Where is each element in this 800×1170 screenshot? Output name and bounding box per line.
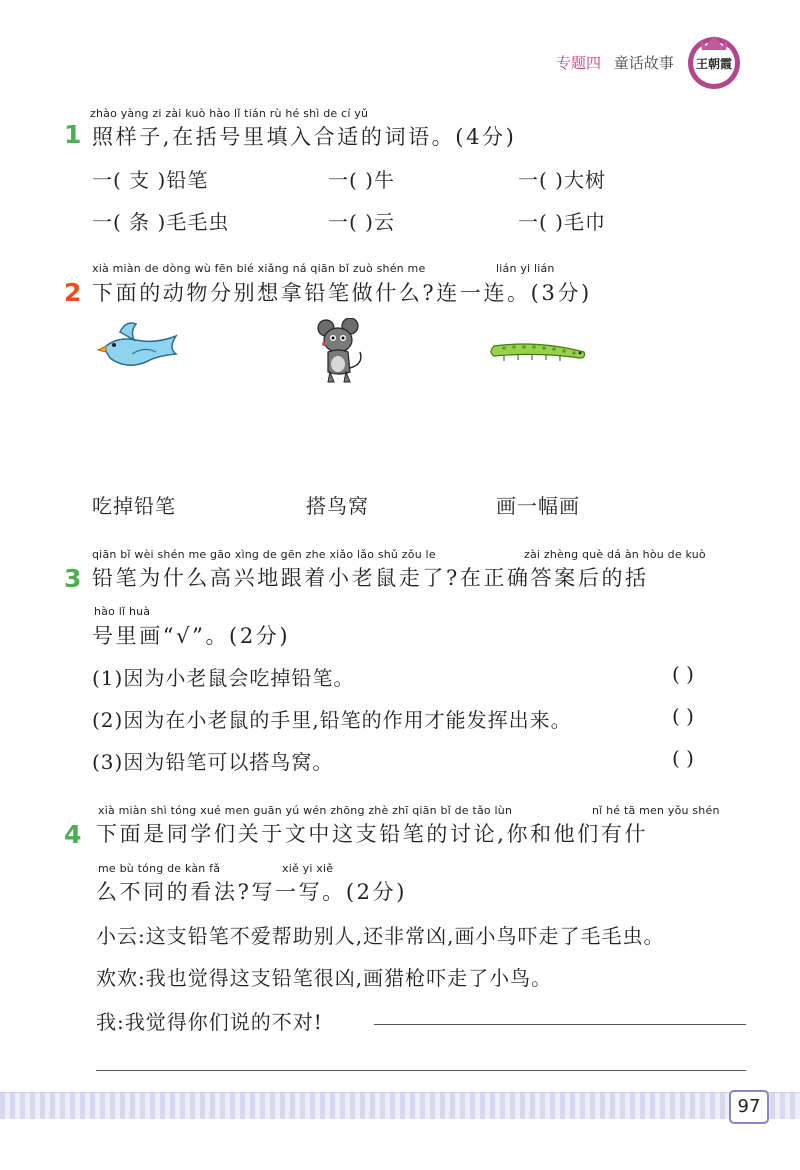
q4-pinyin-b: nǐ hé tā men yǒu shén [592,804,720,817]
q2-pinyin-a: xià miàn de dòng wù fēn bié xiǎng ná qiān bǐ zuò shén me [92,262,426,275]
q3-pinyin-b: zài zhèng què dá àn hòu de kuò [524,548,706,561]
q1-row2-item2: 一( )云 [328,210,395,234]
q4-pinyin-c: me bù tóng de kàn fǎ [98,862,221,875]
q3-pinyin-c: hào lǐ huà [94,605,151,618]
page-number: 97 [729,1090,769,1124]
q4-pinyin-a: xià miàn shì tóng xué men guān yú wén zhōng zhè zhī qiān bǐ de tǎo lùn [98,804,513,817]
q2-option-2: 搭鸟窝 [306,494,369,518]
bird-icon [96,318,182,374]
q3-answer-1[interactable]: ( ) [672,662,694,686]
question-4-number: 4 [64,820,82,849]
q4-pinyin-d: xiě yi xiě [282,862,334,875]
q2-stem: 下面的动物分别想拿铅笔做什么?连一连。(3分) [92,281,592,305]
q1-pinyin: zhào yàng zi zài kuò hào lǐ tián rù hé shì de cí yǔ [90,107,369,120]
q3-option-2: (2)因为在小老鼠的手里,铅笔的作用才能发挥出来。 [92,708,572,732]
topic-label: 专题四 [556,54,602,72]
mouse-icon [312,318,368,386]
topic-title: 童话故事 [613,54,674,72]
answer-line-1[interactable] [374,1024,746,1025]
q1-row1-item3: 一( )大树 [518,168,606,192]
answer-line-2[interactable] [96,1070,746,1071]
q3-answer-3[interactable]: ( ) [672,746,694,770]
question-3-number: 3 [64,564,82,593]
q3-option-1: (1)因为小老鼠会吃掉铅笔。 [92,666,355,690]
publisher-logo [686,30,742,92]
q1-stem: 照样子,在括号里填入合适的词语。(4分) [92,125,517,149]
q1-row1-item1: 一( 支 )铅笔 [92,168,209,192]
q4-stem-line2: 么不同的看法?写一写。(2分) [96,880,408,904]
q1-row2-item1: 一( 条 )毛毛虫 [92,210,230,234]
header-topic [556,52,674,73]
question-2-number: 2 [64,278,82,307]
q1-row1-item2: 一( )牛 [328,168,395,192]
q1-row2-item3: 一( )毛巾 [518,210,606,234]
q3-option-3: (3)因为铅笔可以搭鸟窝。 [92,750,334,774]
q2-pinyin-b: lián yi lián [496,262,555,275]
question-1-number: 1 [64,120,82,149]
q3-answer-2[interactable]: ( ) [672,704,694,728]
q2-option-3: 画一幅画 [496,494,580,518]
q3-stem-line1: 铅笔为什么高兴地跟着小老鼠走了?在正确答案后的括 [92,566,649,590]
q4-stem-line1: 下面是同学们关于文中这支铅笔的讨论,你和他们有什 [96,822,649,846]
q4-line-huanhuan: 欢欢:我也觉得这支铅笔很凶,画猎枪吓走了小鸟。 [96,966,553,990]
q3-pinyin-a: qiān bǐ wèi shén me gāo xìng de gēn zhe xiǎo lǎo shǔ zǒu le [92,548,436,561]
q3-stem-line2: 号里画“√”。(2分) [92,624,291,648]
q2-option-1: 吃掉铅笔 [92,494,176,518]
svg-text:王朝霞: 王朝霞 [695,57,733,71]
q4-line-xiaoyun: 小云:这支铅笔不爱帮助别人,还非常凶,画小鸟吓走了毛毛虫。 [96,924,665,948]
footer-band [0,1092,800,1119]
caterpillar-icon [488,334,590,364]
q4-line-me: 我:我觉得你们说的不对! [96,1010,323,1034]
